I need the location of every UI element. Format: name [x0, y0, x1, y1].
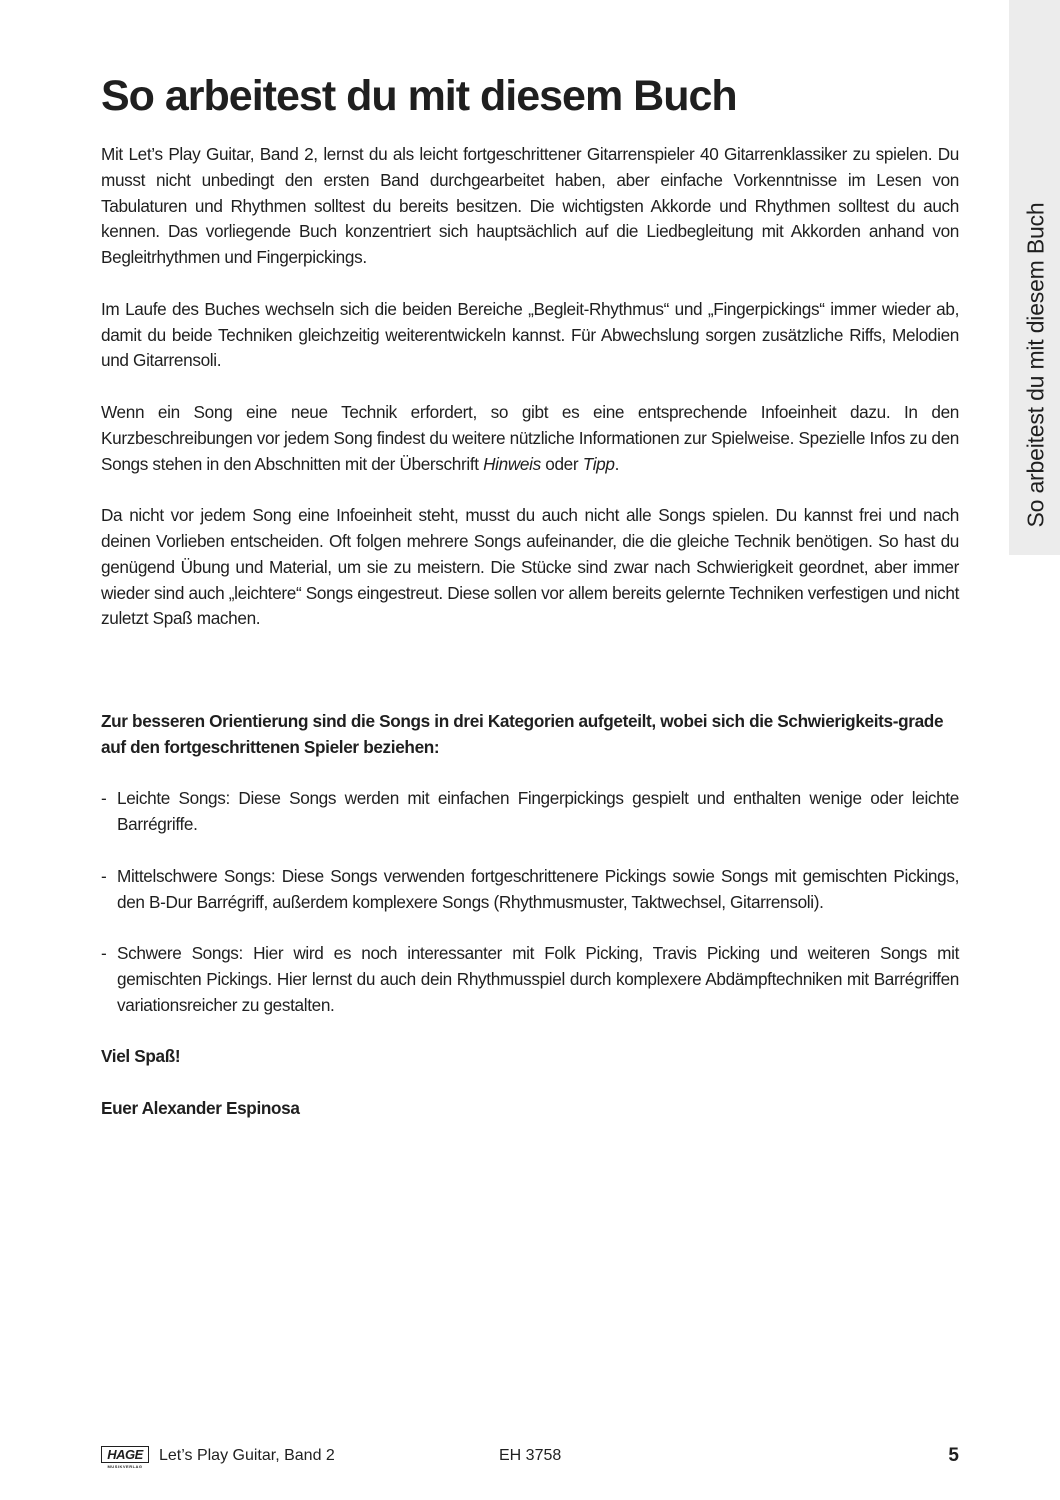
paragraph-intro: Mit Let’s Play Guitar, Band 2, lernst du als leicht fortgeschrittener Gitarrenspieler 40 Gitarrenklassiker zu spielen. Du musst nicht unbedingt den ersten Band durchgearbeitet haben, aber einfache Vorkenntnisse im Lesen von Tabulaturen und Rhythmen solltest du bereits besitzen. Die wichtigsten Akkorde und Rhythmen solltest du auch kennen. Das vorliegende Buch konzentriert sich hauptsächlich auf die Liedbegleitung mit Akkorden anhand von Begleitrhythmen und Fingerpickings. — [101, 144, 959, 268]
signoff-greeting: Viel Spaß! — [101, 1046, 181, 1067]
paragraph-text: . — [614, 453, 620, 474]
list-dash: - — [101, 865, 107, 886]
category-text: Mittelschwere Songs: Diese Songs verwenden fortgeschrittenere Pickings sowie Songs mit gemischten Pickings, den B-Dur Barrégriff, außerdem komplexere Songs (Rhythmusmuster, Taktwechsel, Gitarrensoli). — [117, 865, 959, 912]
spacer — [101, 658, 959, 709]
list-dash: - — [101, 943, 107, 964]
paragraph-structure: Im Laufe des Buches wechseln sich die beiden Bereiche „Begleit-Rhythmus“ und „Fingerpickings“ immer wieder ab, damit du beide Techniken gleichzeitig weiterentwickeln kannst. Für Abwechslung sorgen zusätzliche Riffs, Melodien und Gitarrensoli. — [101, 298, 959, 371]
paragraph-info-units — [101, 400, 959, 477]
footer-edition-code: EH 3758 — [499, 1447, 562, 1464]
emphasis-tipp: Tipp — [582, 453, 615, 474]
list-dash: - — [101, 788, 107, 809]
category-text: Schwere Songs: Hier wird es noch interessanter mit Folk Picking, Travis Picking und weiteren Songs mit gemischten Pickings. Hier lernst du auch dein Rhythmusspiel durch komplexere Abdämpftechniken mit Barrégriffen variationsreicher zu gestalten. — [117, 943, 959, 1015]
page-title: So arbeitest du mit diesem Buch — [101, 72, 737, 120]
page-number: 5 — [948, 1445, 959, 1466]
logo-text: HAGE — [101, 1446, 149, 1463]
publisher-logo — [101, 1446, 149, 1468]
logo-subtext: MUSIKVERLAG — [107, 1464, 143, 1469]
side-tab-label: So arbeitest du mit diesem Buch — [1022, 202, 1049, 528]
paragraph-text: oder — [540, 453, 583, 474]
category-item-medium — [101, 864, 959, 916]
body-content — [101, 142, 959, 1147]
paragraph-song-choice: Da nicht vor jedem Song eine Infoeinheit steht, musst du auch nicht alle Songs spielen. Du kannst frei und nach deinen Vorlieben entscheiden. Oft folgen mehrere Songs aufeinander, die die gleiche Technik benötigen. So hast du genügend Übung und Material, um sie zu meistern. Die Stücke sind zwar nach Schwierigkeit geordnet, aber immer wieder sind auch „leichtere“ Songs eingestreut. Diese sollen vor allem bereits gelernte Techniken verfestigen und nicht zuletzt Spaß machen. — [101, 505, 960, 629]
category-item-hard — [101, 941, 959, 1018]
signoff-author: Euer Alexander Espinosa — [101, 1097, 300, 1118]
paragraph-text: Wenn ein Song eine neue Technik erfordert, so gibt es eine entsprechende Infoeinheit dazu. In den Kurzbeschreibungen vor jedem Song findest du weitere nützliche Informationen zur Spielweise. Spezielle Infos zu den Songs stehen in den Abschnitten mit der Überschrift — [101, 401, 959, 474]
category-text: Leichte Songs: Diese Songs werden mit einfachen Fingerpickings gespielt und enthalten wenige oder leichte Barrégriffe. — [117, 788, 959, 835]
footer-book-title: Let’s Play Guitar, Band 2 — [159, 1447, 335, 1464]
emphasis-hinweis: Hinweis — [483, 453, 541, 474]
page-footer — [101, 1446, 959, 1472]
category-item-easy — [101, 786, 959, 838]
categories-intro: Zur besseren Orientierung sind die Songs in drei Kategorien aufgeteilt, wobei sich die Schwierigkeits-grade auf den fortgeschrittenen Spieler beziehen: — [101, 710, 944, 757]
